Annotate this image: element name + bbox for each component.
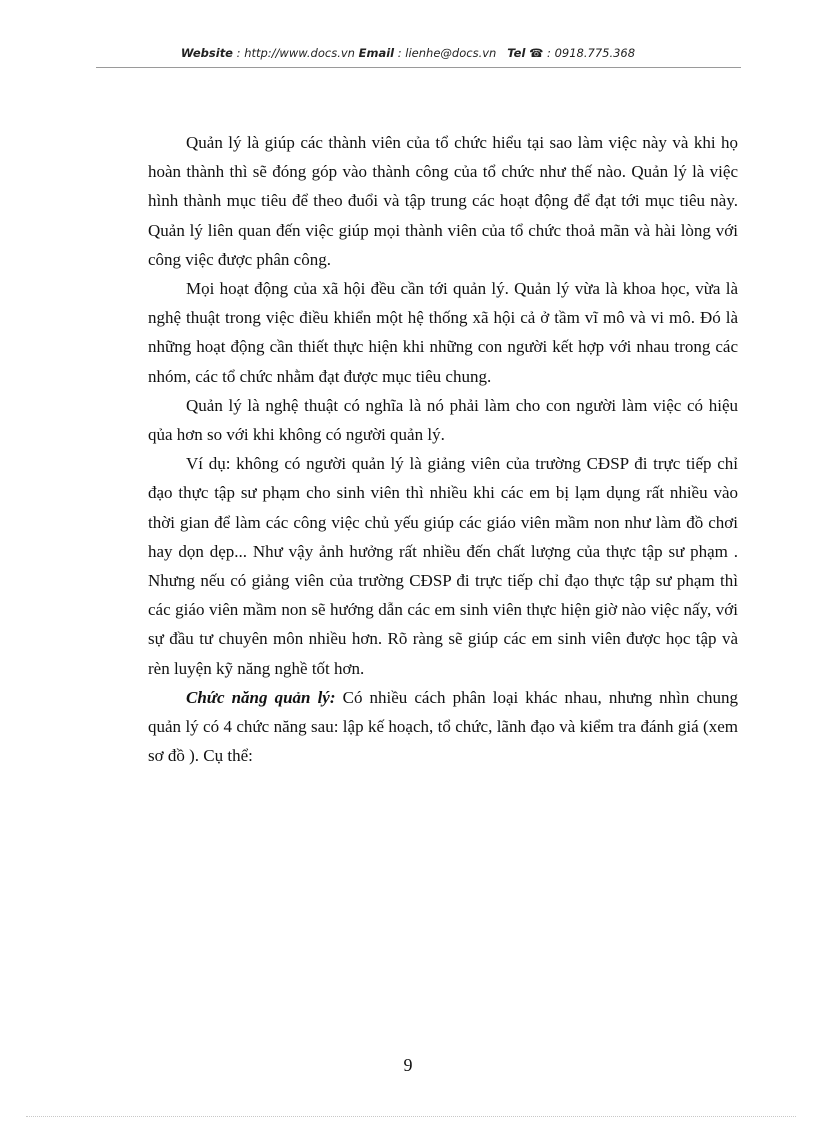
tel-separator: :: [543, 46, 555, 60]
functions-paragraph: [148, 683, 738, 771]
website-url[interactable]: http://www.docs.vn: [244, 46, 355, 60]
bottom-divider: [26, 1116, 796, 1117]
page-number: 9: [403, 1055, 413, 1075]
website-label: Website: [180, 46, 233, 60]
paragraph: Ví dụ: không có người quản lý là giảng viên của trường CĐSP đi trực tiếp chỉ đạo thực tập sư phạm cho sinh viên thì nhiều khi các em bị lạm dụng rất nhiều vào thời gian để làm các công việc chủ yếu giúp các giáo viên mầm non như làm đồ chơi hay dọn dẹp... Như vậy ảnh hưởng rất nhiều đến chất lượng của thực tập sư phạm . Nhưng nếu có giảng viên của trường CĐSP đi trực tiếp chỉ đạo thực tập sư phạm thì các giáo viên mầm non sẽ hướng dẫn các em sinh viên thực hiện giờ nào việc nấy, với sự đầu tư chuyên môn nhiều hơn. Rõ ràng sẽ giúp các em sinh viên được học tập và rèn luyện kỹ năng nghề tốt hơn.: [148, 454, 738, 678]
functions-text: Có nhiều cách phân loại khác nhau, nhưng nhìn chung quản lý có 4 chức năng sau: lập kế hoạch, tổ chức, lãnh đạo và kiểm tra đánh giá (xem sơ đồ ). Cụ thể:: [148, 687, 738, 766]
paragraph: Quản lý là giúp các thành viên của tổ chức hiểu tại sao làm việc này và khi họ hoàn thành thì sẽ đóng góp vào thành công của tổ chức như thế nào. Quản lý là việc hình thành mục tiêu để theo đuổi và tập trung các hoạt động để đạt tới mục tiêu này. Quản lý liên quan đến việc giúp mọi thành viên của tổ chức thoả mãn và hài lòng với công việc được phân công.: [148, 133, 738, 269]
header-divider: [96, 67, 741, 68]
paragraph: Mọi hoạt động của xã hội đều cần tới quản lý. Quản lý vừa là khoa học, vừa là nghệ thuật trong việc điều khiển một hệ thống xã hội cả ở tầm vĩ mô và vi mô. Đó là những hoạt động cần thiết thực hiện khi những con người kết hợp với nhau trong các nhóm, các tổ chức nhằm đạt được mục tiêu chung.: [148, 279, 738, 386]
email-separator: :: [394, 46, 406, 60]
paragraph: Quản lý là nghệ thuật có nghĩa là nó phải làm cho con người làm việc có hiệu qủa hơn so với khi không có người quản lý.: [148, 395, 738, 445]
email-address[interactable]: lienhe@docs.vn: [405, 46, 497, 60]
functions-label: Chức năng quản lý:: [186, 687, 336, 707]
website-separator: :: [233, 46, 245, 60]
phone-icon: ☎: [529, 46, 544, 60]
email-label: Email: [358, 46, 395, 60]
page-header: [0, 46, 816, 60]
tel-number: 0918.775.368: [554, 46, 636, 60]
document-body: [148, 128, 738, 770]
tel-label: Tel: [507, 46, 526, 60]
